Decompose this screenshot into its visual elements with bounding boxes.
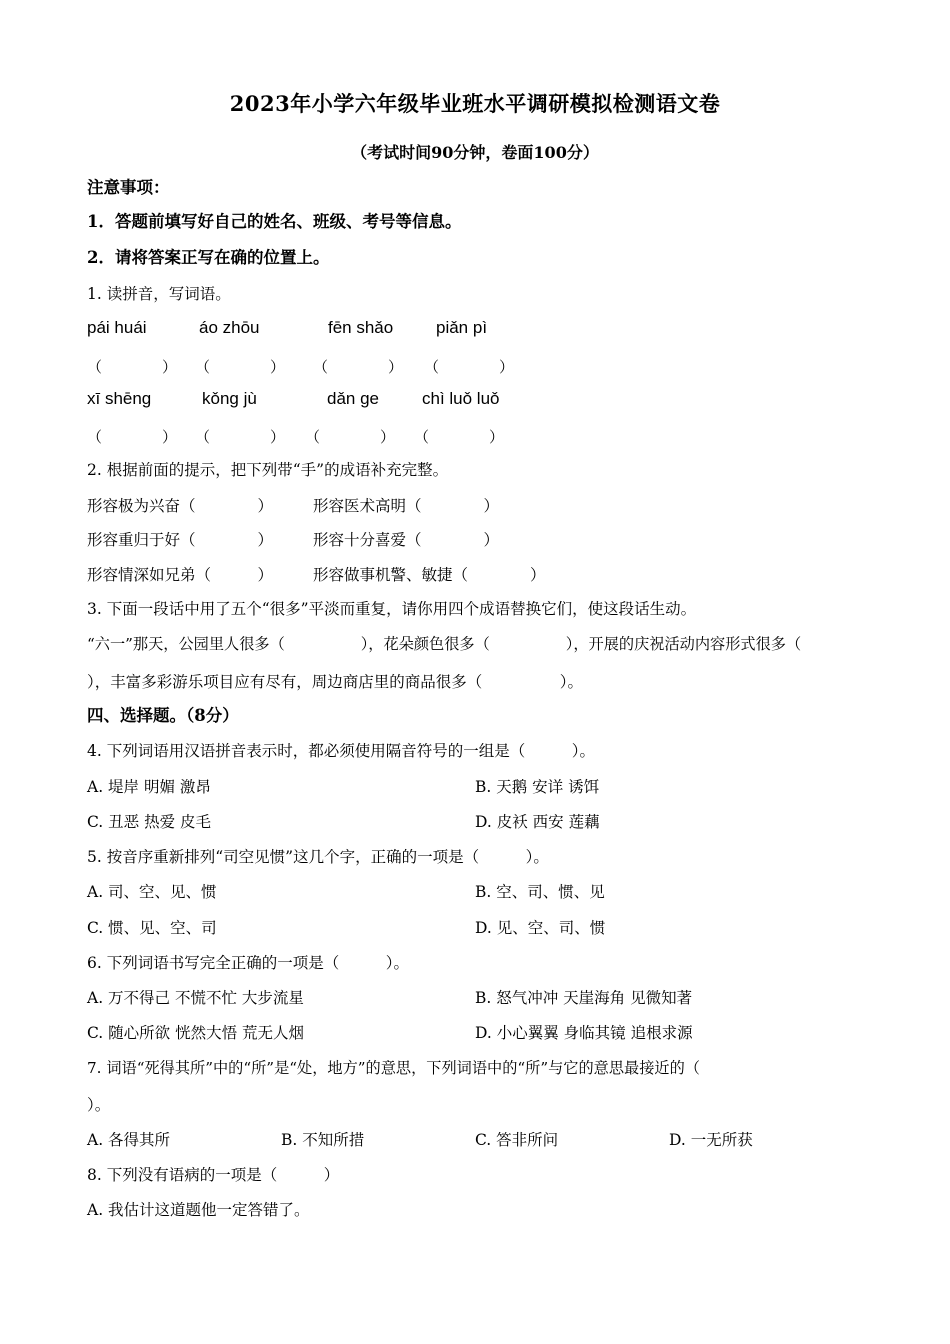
pinyin: fēn shǎo [328,318,394,337]
question-3-passage: “六一”那天，公园里人很多（ ），花朵颜色很多（ ），开展的庆祝活动内容形式很多（ [87,635,802,653]
question-7-stem-end: ）。 [87,1096,111,1114]
answer-blank[interactable]: （ ） [87,428,178,446]
option-d[interactable]: D. 见、空、司、惯 [475,919,606,937]
option-d[interactable]: D. 一无所获 [669,1131,753,1149]
option-d[interactable]: D. 皮袄 西安 莲藕 [475,813,600,831]
idiom-prompt: 形容重归于好（ ） [87,531,274,549]
question-3-stem: 3. 下面一段话中用了五个“很多”平淡而重复，请你用四个成语替换它们，使这段话生动。 [87,600,697,618]
question-6-stem: 6. 下列词语书写完全正确的一项是（ ）。 [87,954,409,972]
answer-blank[interactable]: （ ） [87,358,178,376]
exam-info: （考试时间90分钟，卷面100分） [351,143,599,162]
option-b[interactable]: B. 空、司、惯、见 [475,883,605,901]
option-c[interactable]: C. 答非所问 [475,1131,559,1149]
answer-blank[interactable]: （ ） [195,358,286,376]
idiom-prompt: 形容十分喜爱（ ） [313,531,500,549]
answer-blank[interactable]: （ ） [195,428,286,446]
option-a[interactable]: A. 我估计这道题他一定答错了。 [87,1201,310,1219]
idiom-prompt: 形容情深如兄弟（ ） [87,566,274,584]
option-a[interactable]: A. 万不得己 不慌不忙 大步流星 [87,989,304,1007]
option-a[interactable]: A. 司、空、见、惯 [87,883,217,901]
pinyin: xī shēng [87,389,152,408]
notes-heading: 注意事项： [87,178,170,197]
answer-blank[interactable]: （ ） [305,428,396,446]
pinyin: kǒng jù [202,389,257,408]
question-7-stem: 7. 词语“死得其所”中的“所”是“处，地方”的意思，下列词语中的“所”与它的意思最接近的（ [87,1059,700,1077]
option-c[interactable]: C. 随心所欲 恍然大悟 荒无人烟 [87,1024,305,1042]
pinyin: áo zhōu [199,318,260,337]
option-b[interactable]: B. 天鹅 安详 诱饵 [475,778,600,796]
page-title: 2023年小学六年级毕业班水平调研模拟检测语文卷 [229,91,721,116]
pinyin: piǎn pì [436,318,488,337]
section-heading: 四、选择题。（8分） [87,706,239,725]
pinyin: pái huái [87,318,147,337]
question-8-stem: 8. 下列没有语病的一项是（ ） [87,1166,340,1184]
idiom-prompt: 形容医术高明（ ） [313,497,500,515]
idiom-prompt: 形容极为兴奋（ ） [87,497,274,515]
option-b[interactable]: B. 不知所措 [281,1131,365,1149]
option-c[interactable]: C. 丑恶 热爱 皮毛 [87,813,212,831]
question-1-stem: 1. 读拼音，写词语。 [87,285,231,303]
option-a[interactable]: A. 堤岸 明媚 激昂 [87,778,211,796]
option-d[interactable]: D. 小心翼翼 身临其镜 追根求源 [475,1024,693,1042]
pinyin: chì luǒ luǒ [422,389,500,408]
question-4-stem: 4. 下列词语用汉语拼音表示时，都必须使用隔音符号的一组是（ ）。 [87,742,595,760]
answer-blank[interactable]: （ ） [424,358,515,376]
question-2-stem: 2. 根据前面的提示，把下列带“手”的成语补充完整。 [87,461,449,479]
question-5-stem: 5. 按音序重新排列“司空见惯”这几个字，正确的一项是（ ）。 [87,848,549,866]
idiom-prompt: 形容做事机警、敏捷（ ） [313,566,546,584]
option-c[interactable]: C. 惯、见、空、司 [87,919,217,937]
pinyin: dǎn ge [327,389,379,408]
option-a[interactable]: A. 各得其所 [87,1131,171,1149]
option-b[interactable]: B. 怒气冲冲 天崖海角 见微知著 [475,989,693,1007]
answer-blank[interactable]: （ ） [313,358,404,376]
question-3-passage: ），丰富多彩游乐项目应有尽有，周边商店里的商品很多（ ）。 [87,673,584,691]
answer-blank[interactable]: （ ） [414,428,505,446]
note-item: 2．请将答案正写在确的位置上。 [87,248,330,267]
note-item: 1．答题前填写好自己的姓名、班级、考号等信息。 [87,212,462,231]
